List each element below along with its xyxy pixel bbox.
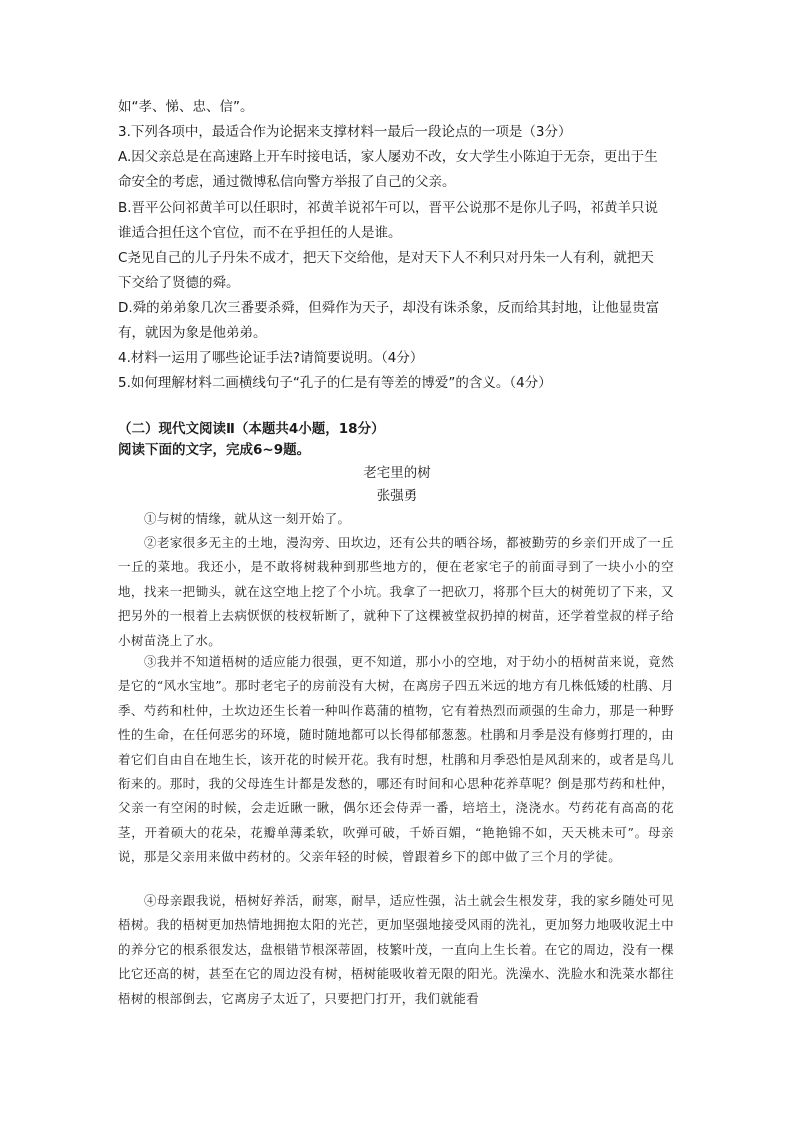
option-b-line: B.晋平公问祁黄羊可以任职时，祁黄羊说祁午可以，晋平公说那不是你儿子吗，祁黄羊只说: [118, 200, 659, 216]
article-title: 老宅里的树: [363, 465, 431, 481]
article-paragraph-3: ③我并不知道梧树的适应能力很强，更不知道，那小小的空地，对于幼小的梧树苗来说，竟然是它的“风水宝地”。那时老宅子的房前没有大树，在离房子四五米远的地方有几株低矮的杜鹃、月季、芍药和杜仲，土坎边还生长着一种叫作葛蒲的植物，它有着热烈而顽强的生命力，那是一种野性的生命，在任何恶劣的环境，随时随地都可以长得郁郁葱葱。杜鹃和月季是没有修剪打理的，由着它们自由自在地生长，该开花的时候开花。我有时想，杜鹃和月季恐怕是风刮来的，或者是鸟儿衔来的。那时，我的父母连生计都是发愁的，哪还有时间和心思种花养草呢？倒是那芍药和杜仲，父亲一有空闲的时候，会走近瞅一瞅，偶尔还会侍弄一番，培培土，浇浇水。芍药花有高高的花茎，开着硕大的花朵，花瓣单薄柔软，吹弹可破，千娇百媚，“艳艳锦不如，天天桃未可”。母亲说，那是父亲用来做中药材的。父亲年轻的时候，曾跟着乡下的郎中做了三个月的学徒。: [118, 654, 674, 865]
question-line: 如“孝、悌、忠、信”。: [118, 99, 254, 115]
option-d-line: 有，就因为象是他弟弟。: [118, 325, 267, 341]
question-5: 5.如何理解材料二画横线句子“孔子的仁是有等差的博爱”的含义。（4分）: [118, 375, 552, 391]
option-a-line: A.因父亲总是在高速路上开车时接电话，家人屡劝不改，女大学生小陈迫于无奈，更出于生: [118, 149, 658, 165]
article-paragraph-2: ②老家很多无主的土地，漫沟旁、田坎边，还有公共的晒谷场，都被勤劳的乡亲们开成了一丘一丘的菜地。我还小，是不敢将树栽种到那些地方的，便在老家宅子的前面寻到了一块小小的空地，找来一把锄头，就在这空地上挖了个小坑。我拿了一把砍刀，将那个巨大的树蔸切了下来，又把另外的一根着上去病恹恹的枝杈斩断了，就种下了这棵被堂叔扔掉的树苗，还学着堂叔的样子给小树苗浇上了水。: [118, 535, 674, 648]
option-d-line: D.舜的弟弟象几次三番要杀舜，但舜作为天子，却没有诛杀象，反而给其封地，让他显贵富: [118, 300, 660, 316]
question-4: 4.材料一运用了哪些论证手法?请简要说明。（4分）: [118, 350, 424, 366]
option-c-line: 下交给了贤德的舜。: [118, 275, 240, 291]
section-instruction: 阅读下面的文字，完成6~9题。: [118, 442, 311, 458]
option-b-line: 谁适合担任这个官位，而不在乎担任的人是谁。: [118, 225, 402, 241]
article-paragraph-1: ①与树的情缘，就从这一刻开始了。: [144, 511, 351, 526]
question-3-stem: 3.下列各项中，最适合作为论据来支撑材料一最后一段论点的一项是（3分）: [118, 124, 572, 140]
section-heading: （二）现代文阅读Ⅱ（本题共4小题，18分）: [118, 421, 385, 437]
article-paragraph-4: ④母亲跟我说，梧树好养活，耐寒，耐旱，适应性强，沾土就会生根发芽，我的家乡随处可见梧树。我的梧树更加热情地拥抱太阳的光芒，更加坚强地接受风雨的洗礼，更加努力地吸收泥土中的养分它的根系很发达，盘根错节根深蒂固，枝繁叶茂，一直向上生长着。在它的周边，没有一棵比它还高的树，甚至在它的周边没有树，梧树能吸收着无限的阳光。洗澡水、洗脸水和洗菜水都往梧树的根部倒去，它离房子太近了，只要把门打开，我们就能看: [118, 893, 674, 1006]
option-a-line: 命安全的考虑，通过微博私信向警方举报了自己的父亲。: [118, 174, 456, 190]
article-author: 张强勇: [376, 488, 418, 504]
option-c-line: C尧见自己的儿子丹朱不成才，把天下交给他，是对天下人不利只对丹朱一人有利，就把天: [118, 250, 654, 266]
